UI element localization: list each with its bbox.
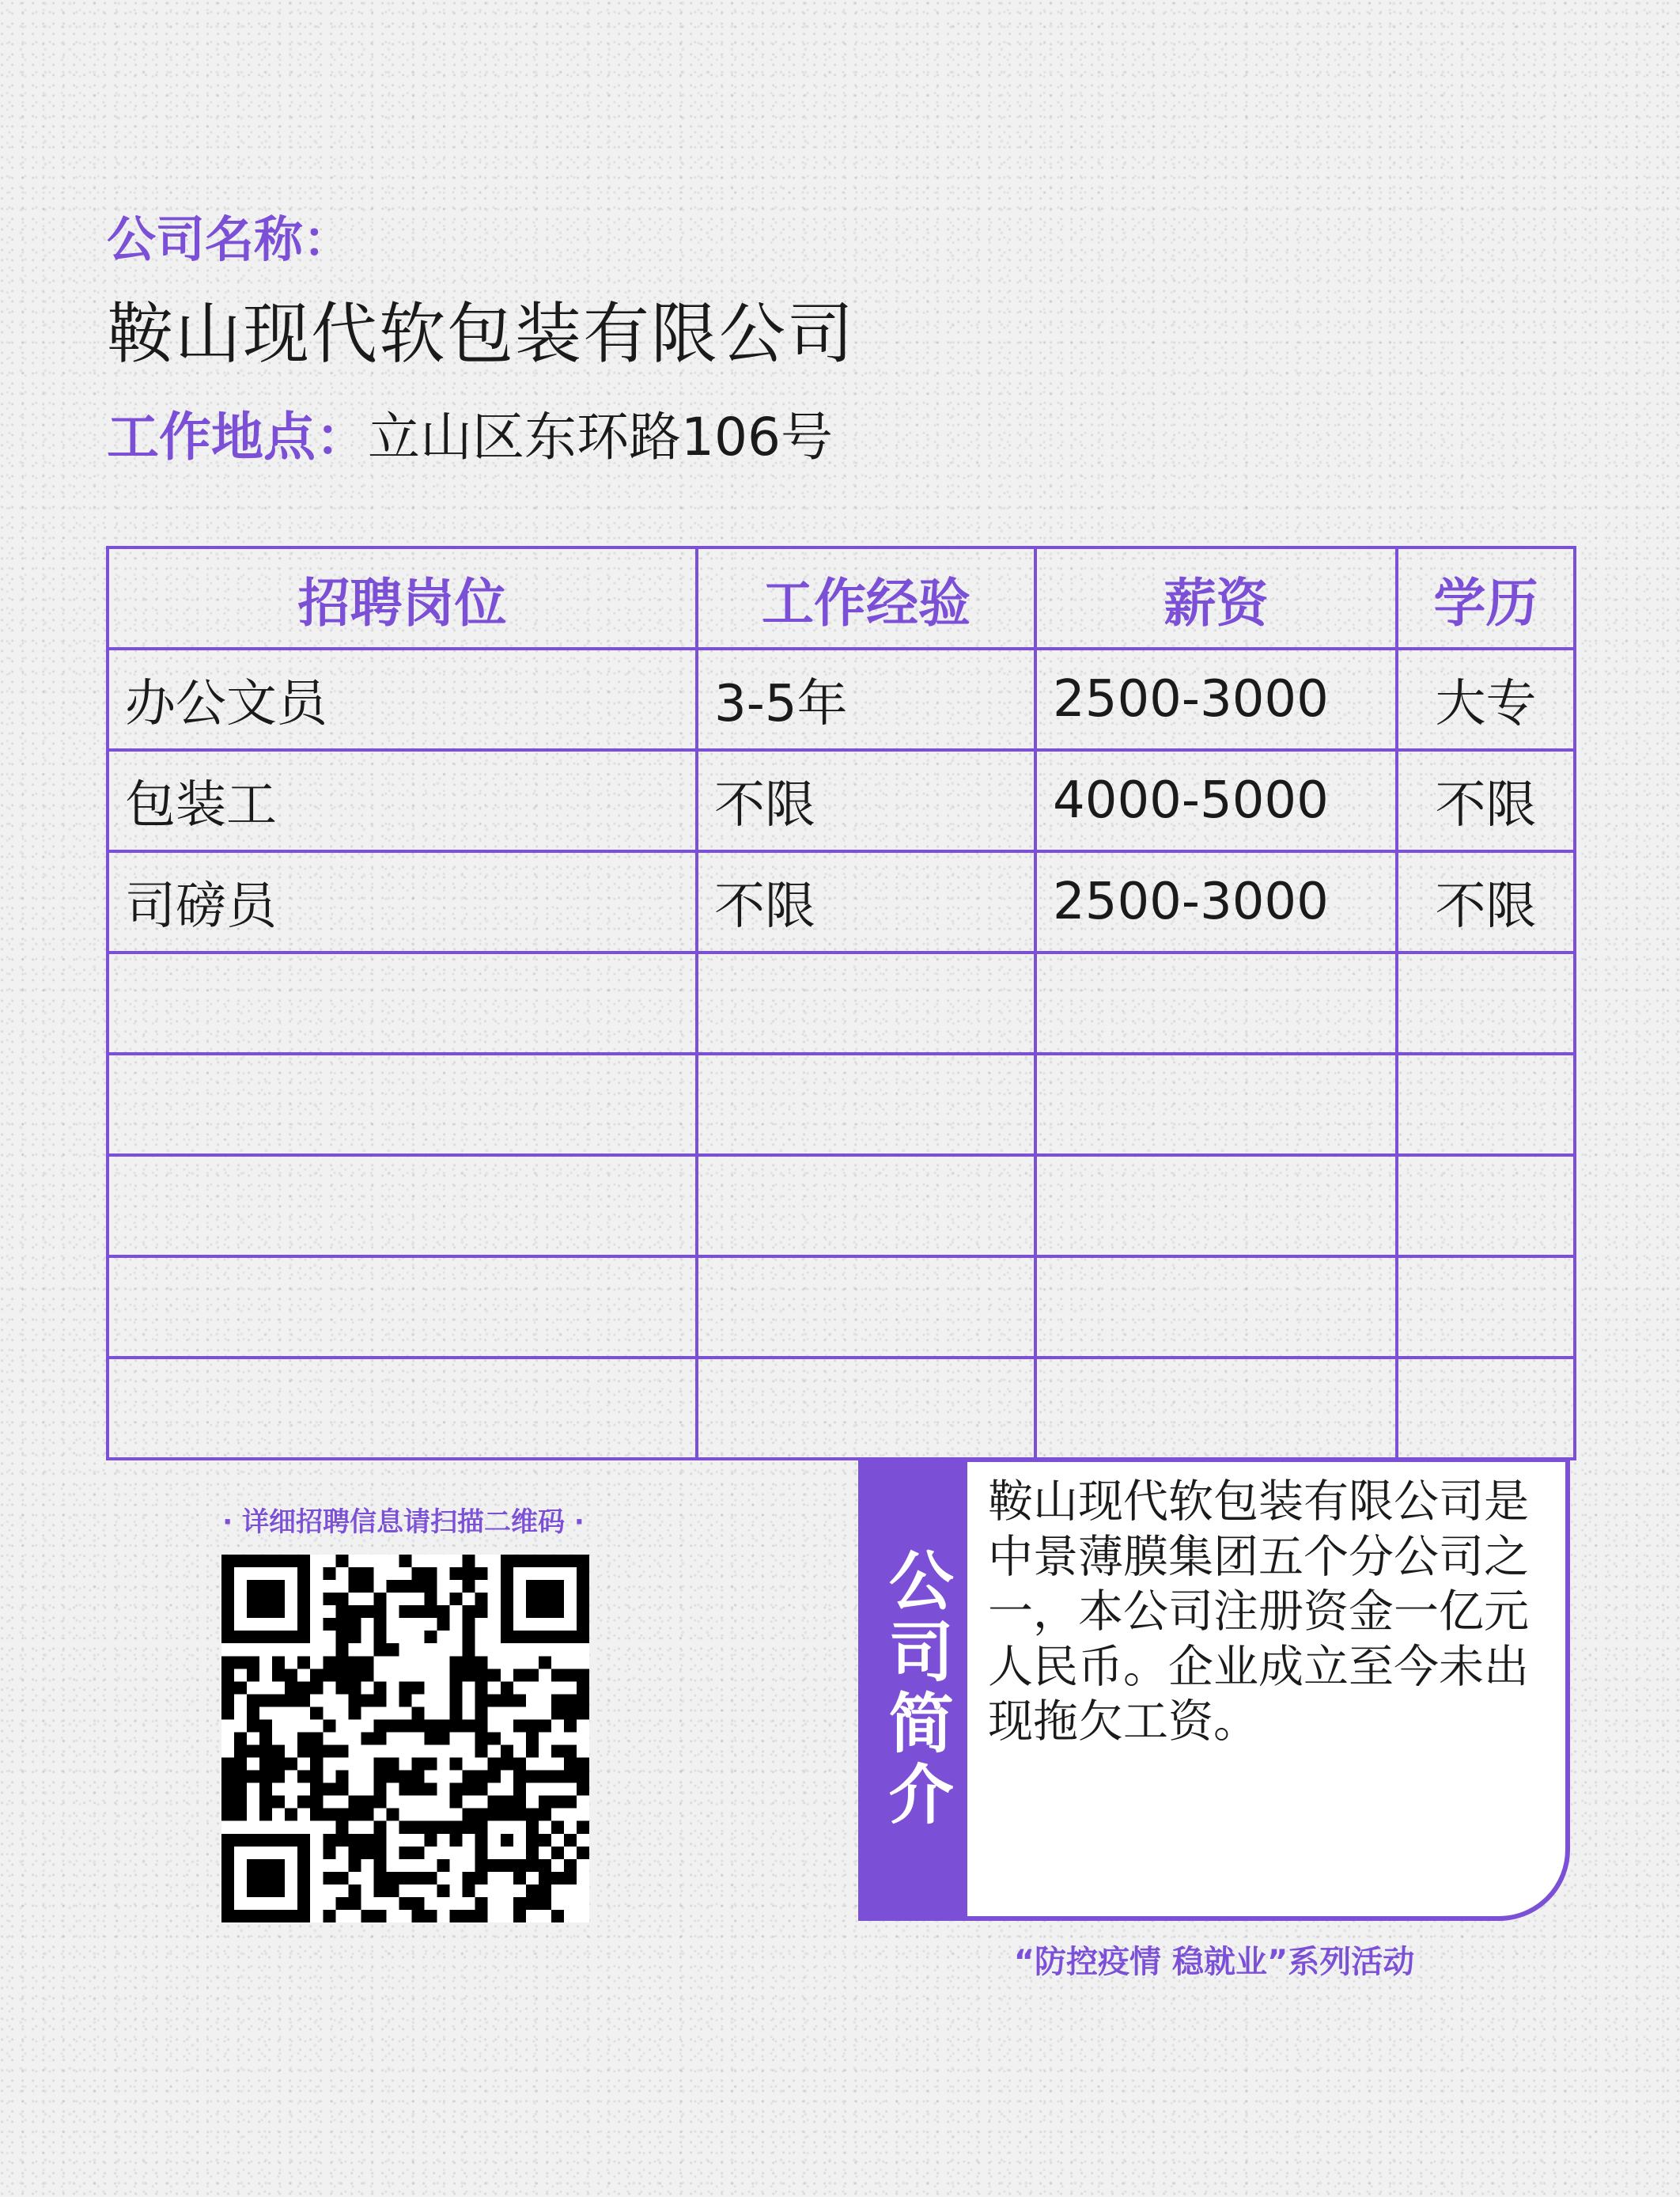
cell-education [1397,1155,1575,1256]
cell-experience [697,1054,1035,1155]
cell-salary: 4000-5000 [1035,750,1397,851]
footer-slogan: “防控疫情 稳就业”系列活动 [1013,1944,1415,1980]
table-row [108,953,1575,1054]
table-header-row [108,547,1575,649]
table-row [108,1358,1575,1459]
qr-caption: · 详细招聘信息请扫描二维码 · [222,1506,585,1538]
cell-position [108,1054,697,1155]
cell-education [1397,1054,1575,1155]
cell-education [1397,953,1575,1054]
cell-salary: 2500-3000 [1035,851,1397,953]
cell-experience: 不限 [697,851,1035,953]
location-value: 立山区东环路106号 [368,407,833,468]
table-row [108,1054,1575,1155]
cell-salary [1035,1358,1397,1459]
company-name-label: 公司名称： [107,210,353,268]
company-name: 鞍山现代软包装有限公司 [107,295,856,373]
cell-education [1397,1358,1575,1459]
qr-code-graphic [221,1555,589,1922]
cell-experience: 不限 [697,750,1035,851]
qr-code-icon[interactable] [221,1555,589,1922]
cell-education: 不限 [1397,851,1575,953]
cell-education [1397,1256,1575,1358]
header-position: 招聘岗位 [108,547,697,649]
cell-salary: 2500-3000 [1035,649,1397,750]
cell-salary [1035,1054,1397,1155]
cell-experience [697,1155,1035,1256]
header-salary: 薪资 [1035,547,1397,649]
table-row [108,750,1575,851]
cell-position [108,1155,697,1256]
cell-position [108,953,697,1054]
table-row [108,1155,1575,1256]
cell-position [108,1256,697,1358]
cell-position: 包装工 [108,750,697,851]
cell-experience [697,1358,1035,1459]
header-experience: 工作经验 [697,547,1035,649]
location-label: 工作地点： [107,407,368,468]
location-row [107,407,833,468]
cell-education: 不限 [1397,750,1575,851]
cell-position: 司磅员 [108,851,697,953]
table-row [108,851,1575,953]
cell-position [108,1358,697,1459]
jobs-table [106,546,1576,1460]
company-intro-box [858,1457,1570,1921]
cell-experience: 3-5年 [697,649,1035,750]
table-row [108,649,1575,750]
cell-salary [1035,953,1397,1054]
cell-experience [697,953,1035,1054]
table-row [108,1256,1575,1358]
cell-position: 办公文员 [108,649,697,750]
company-intro-tab: 公司简介 [863,1462,967,1916]
header-education: 学历 [1397,547,1575,649]
cell-salary [1035,1256,1397,1358]
cell-salary [1035,1155,1397,1256]
company-intro-text: 鞍山现代软包装有限公司是中景薄膜集团五个分公司之一，本公司注册资金一亿元人民币。企业成立至今未出现拖欠工资。 [988,1475,1529,1748]
cell-education: 大专 [1397,649,1575,750]
cell-experience [697,1256,1035,1358]
